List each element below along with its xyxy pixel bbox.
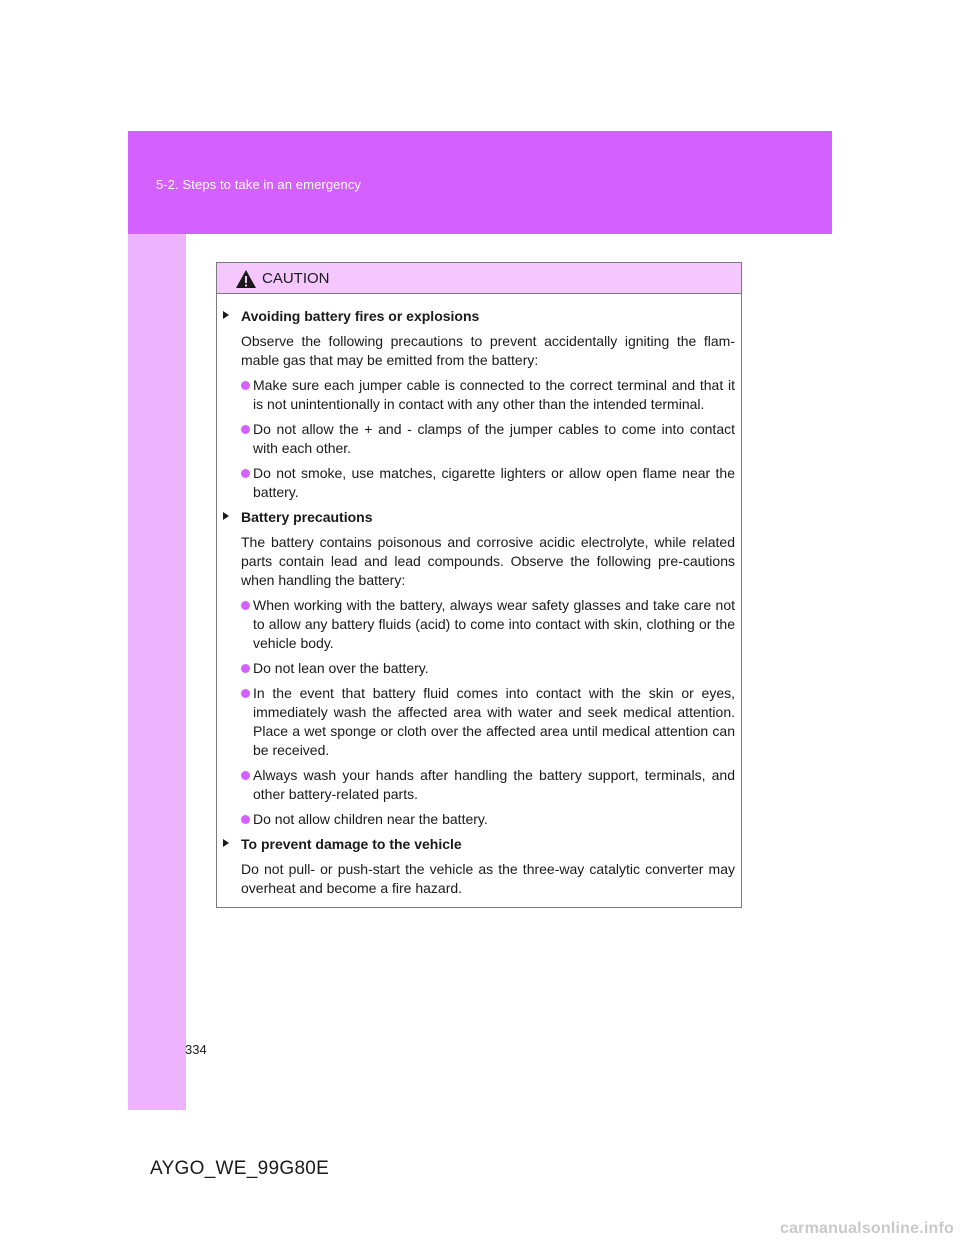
dot-bullet-icon — [241, 771, 250, 780]
watermark: carmanualsonline.info — [779, 1220, 954, 1237]
caution-header — [217, 263, 741, 294]
document-code: AYGO_WE_99G80E — [150, 1158, 330, 1179]
caution-section — [223, 307, 735, 502]
dot-bullet-icon — [241, 689, 250, 698]
section-heading: To prevent damage to the vehicle — [241, 836, 462, 852]
section-heading: Battery precautions — [241, 509, 373, 525]
dot-bullet-icon — [241, 601, 250, 610]
list-item: Do not smoke, use matches, cigarette lighters or allow open flame near the battery. — [241, 464, 735, 502]
caution-box — [216, 262, 742, 908]
warning-triangle-icon — [235, 269, 257, 289]
section-intro: The battery contains poisonous and corrosive acidic electrolyte, while related parts contain lead and lead compounds. Observe the following pre-cautions when handling the battery: — [241, 534, 735, 588]
section-intro: Do not pull- or push-start the vehicle as the three-way catalytic converter may overheat and become a fire hazard. — [241, 861, 735, 896]
dot-bullet-icon — [241, 381, 250, 390]
section-intro: Observe the following precautions to prevent accidentally igniting the flam-mable gas that may be emitted from the battery: — [241, 333, 735, 368]
square-bullet-icon — [223, 512, 229, 520]
list-item: Always wash your hands after handling the battery support, terminals, and other battery-related parts. — [241, 766, 735, 804]
dot-bullet-icon — [241, 469, 250, 478]
page-number: 334 — [185, 1042, 207, 1057]
list-item: In the event that battery fluid comes into contact with the skin or eyes, immediately wash the affected area with water and seek medical attention. Place a wet sponge or cloth over the affected area until medical attention can be received. — [241, 684, 735, 760]
side-band — [128, 234, 186, 1110]
list-item: Do not allow children near the battery. — [241, 810, 735, 829]
dot-bullet-icon — [241, 815, 250, 824]
square-bullet-icon — [223, 839, 229, 847]
dot-bullet-icon — [241, 664, 250, 673]
square-bullet-icon — [223, 311, 229, 319]
caution-body — [217, 294, 741, 898]
list-item: Do not lean over the battery. — [241, 659, 735, 678]
caution-title: CAUTION — [262, 270, 330, 287]
dot-bullet-icon — [241, 425, 250, 434]
list-item: When working with the battery, always wear safety glasses and take care not to allow any battery fluids (acid) to come into contact with skin, clothing or the vehicle body. — [241, 596, 735, 653]
caution-section — [223, 835, 735, 898]
section-heading: Avoiding battery fires or explosions — [241, 308, 480, 324]
list-item: Do not allow the + and - clamps of the jumper cables to come into contact with each other. — [241, 420, 735, 458]
list-item: Make sure each jumper cable is connected to the correct terminal and that it is not unintentionally in contact with any other than the intended terminal. — [241, 376, 735, 414]
caution-section — [223, 508, 735, 829]
section-title: 5-2. Steps to take in an emergency — [156, 177, 362, 192]
